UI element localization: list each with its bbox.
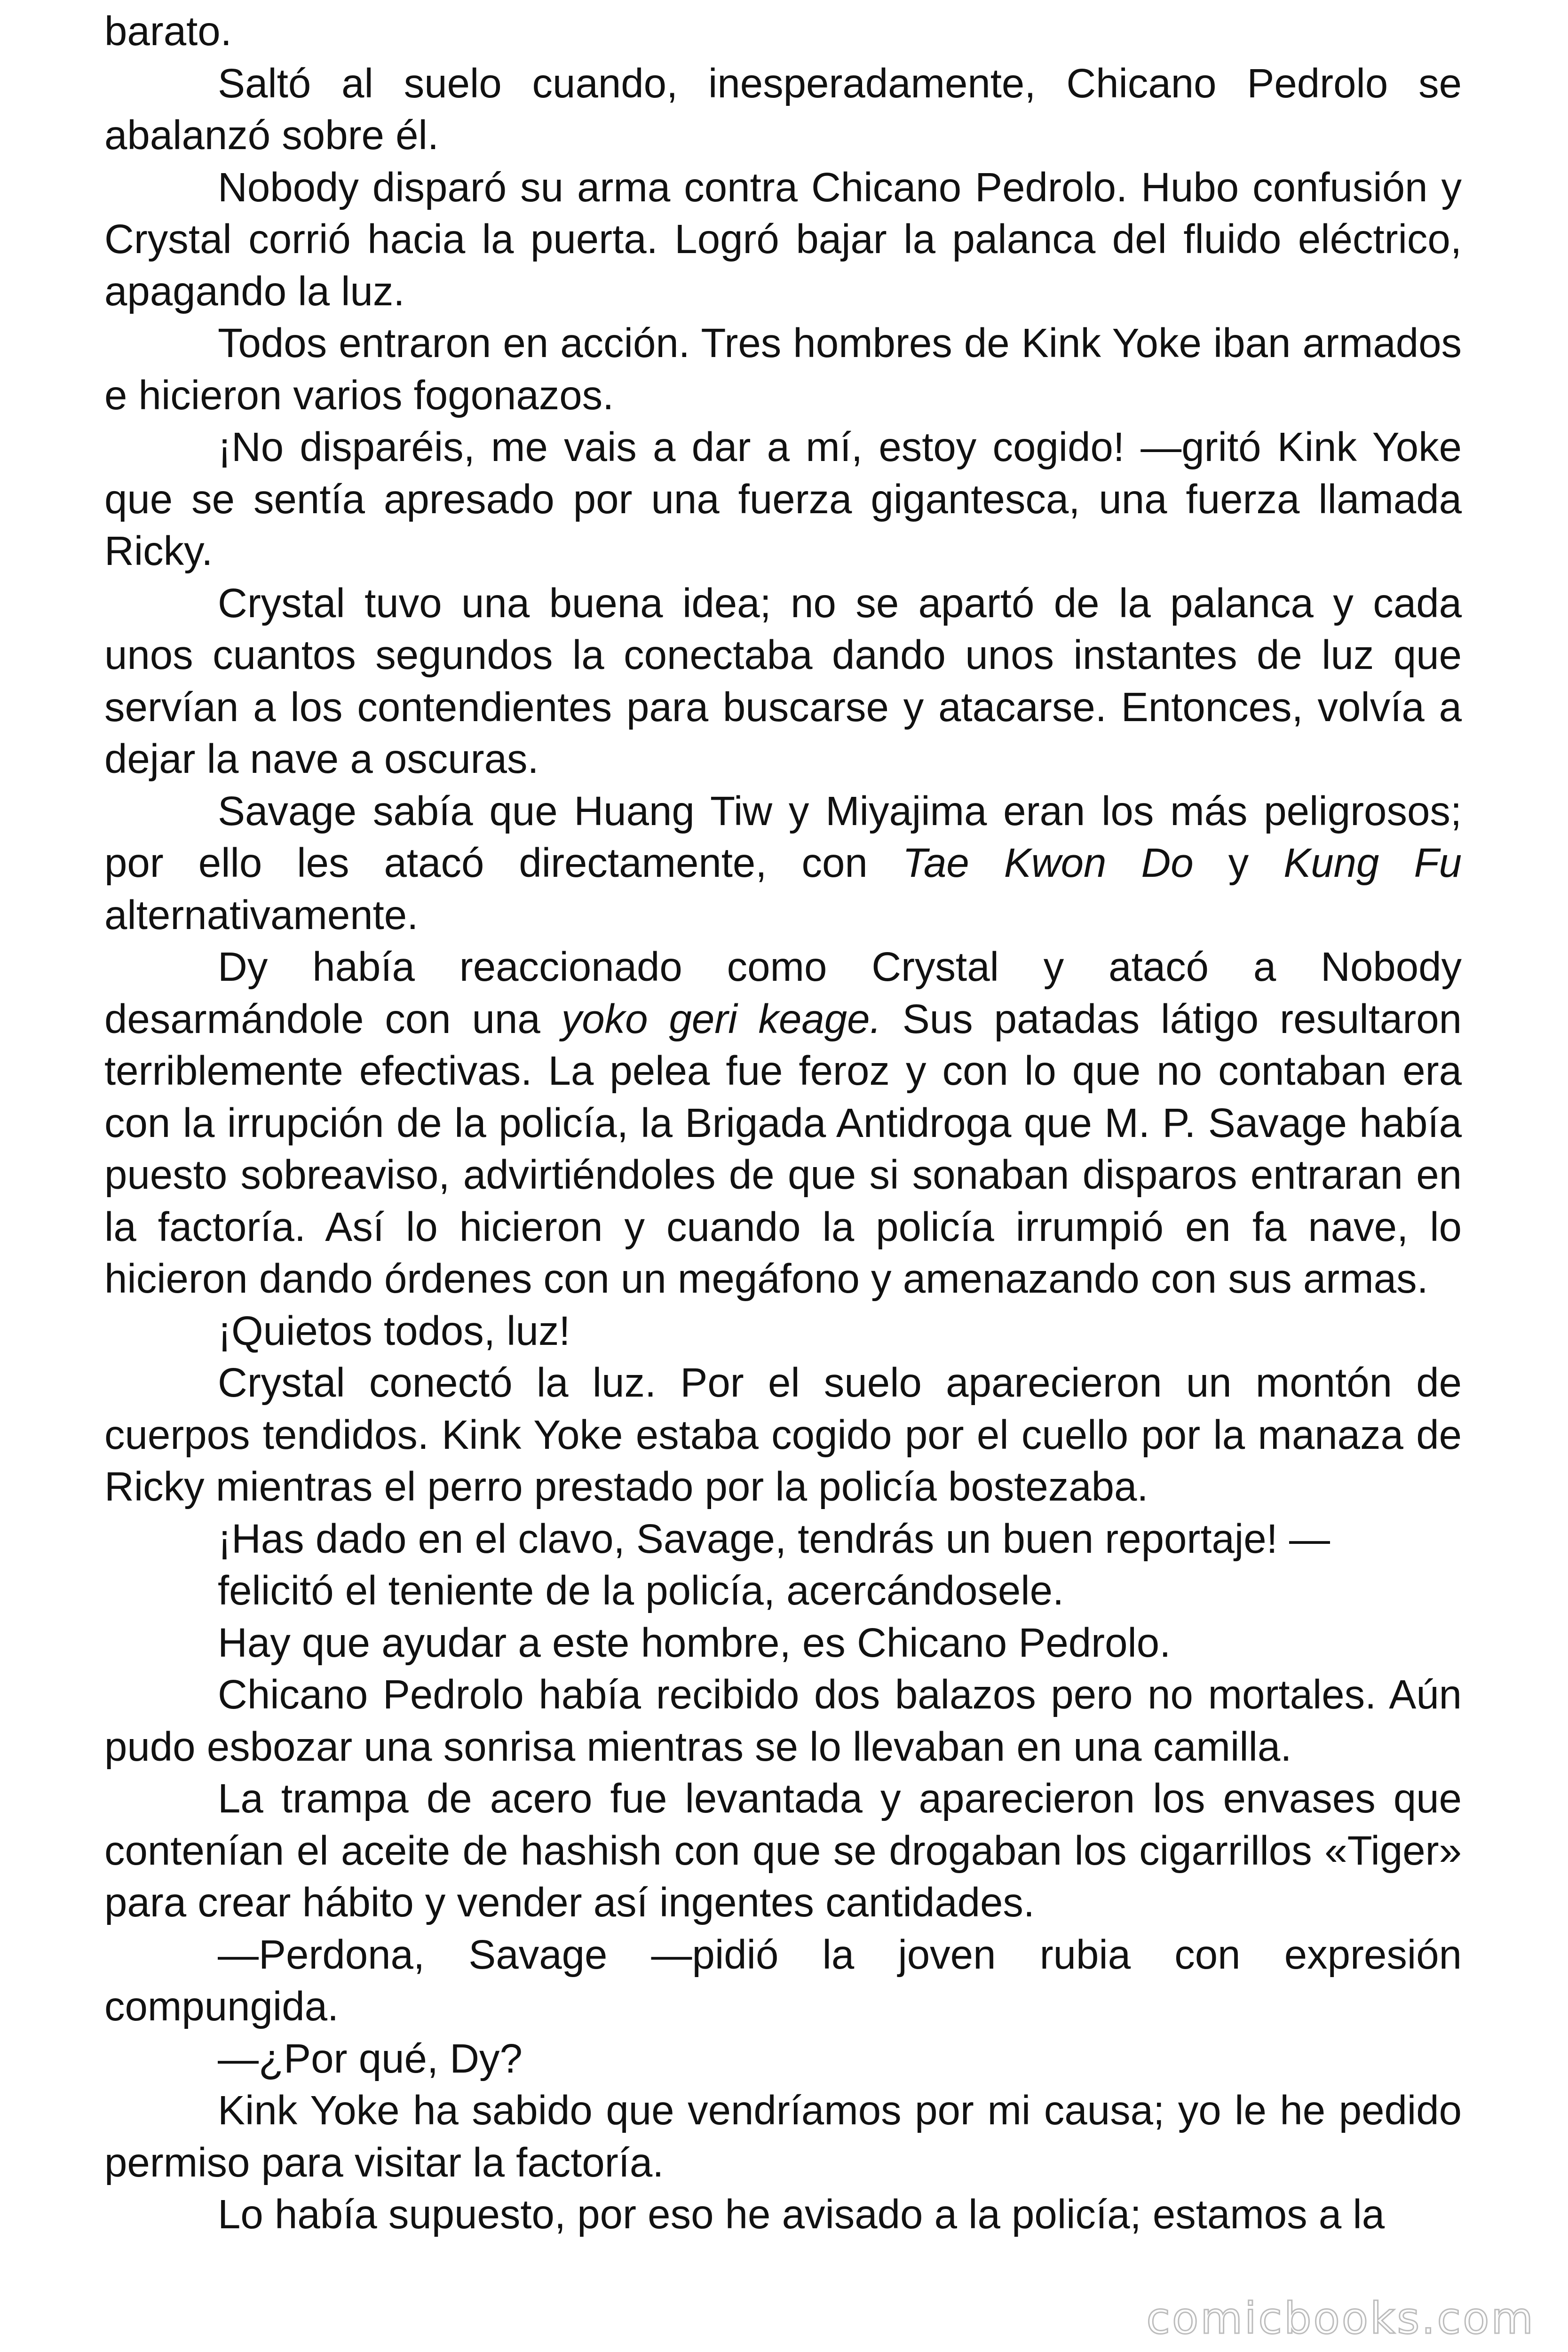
paragraph-continuation: barato. (104, 8, 232, 54)
italic-term: Tae Kwon Do (902, 840, 1194, 886)
paragraph: Todos entraron en acción. Tres hombres de Kink Yoke iban armados e hicieron varios fogonazos. (104, 320, 1462, 418)
italic-term: yoko geri keage. (561, 996, 881, 1042)
paragraph: Crystal tuvo una buena idea; no se apartó de la palanca y cada unos cuantos segundos la conectaba dando unos instantes de luz que servían a los contendientes para buscarse y atacarse. Entonces, volvía a dejar la nave a oscuras. (104, 580, 1462, 782)
paragraph: Chicano Pedrolo había recibido dos balazos pero no mortales. Aún pudo esbozar una sonrisa mientras se lo llevaban en una camilla. (104, 1672, 1462, 1770)
text-run: Dy había reaccionado como Crystal y atacó a Nobody desarmándole con una (104, 944, 1462, 1042)
paragraph: La trampa de acero fue levantada y aparecieron los envases que contenían el aceite de hashish con que se drogaban los cigarrillos «Tiger» para crear hábito y vender así ingentes cantidades. (104, 1776, 1462, 1925)
book-page (104, 0, 1462, 2352)
text-run: alternativamente. (104, 892, 419, 938)
paragraph-dialogue: Lo había supuesto, por eso he avisado a la policía; estamos a la (218, 2192, 1385, 2237)
paragraph: Nobody disparó su arma contra Chicano Pedrolo. Hubo confusión y Crystal corrió hacia la puerta. Logró bajar la palanca del fluido eléctrico, apagando la luz. (104, 164, 1462, 314)
paragraph-dialogue: ¡Quietos todos, luz! (218, 1308, 570, 1354)
text-run: Sus patadas látigo resultaron terriblemente efectivas. La pelea fue feroz y con lo que no contaban era con la irrupción de la policía, la Brigada Antidroga que M. P. Savage había puesto sobreaviso, advirtiéndoles de que si sonaban disparos entraran en la factoría. Así lo hicieron y cuando la policía irrumpió en fa nave, lo hicieron dando órdenes con un megáfono y amenazando con sus armas. (104, 996, 1462, 1302)
paragraph-dialogue: Hay que ayudar a este hombre, es Chicano Pedrolo. (218, 1620, 1171, 1666)
paragraph-martial-arts (104, 786, 1462, 942)
text-run: Savage sabía que Huang Tiw y Miyajima eran los más peligrosos; por ello les atacó directamente, con (104, 788, 1462, 886)
italic-term: Kung Fu (1283, 840, 1462, 886)
text-run: y (1193, 840, 1284, 886)
paragraph-dialogue: Kink Yoke ha sabido que vendríamos por mi causa; yo le he pedido permiso para visitar la factoría. (104, 2088, 1462, 2185)
paragraph-dialogue: —Perdona, Savage —pidió la joven rubia con expresión compungida. (104, 1931, 1462, 2029)
paragraph-dialogue: —¿Por qué, Dy? (218, 2035, 523, 2082)
paragraph-dialogue: ¡Has dado en el clavo, Savage, tendrás un buen reportaje! — (218, 1516, 1330, 1562)
watermark: comicbooks.com (1146, 2293, 1535, 2344)
paragraph-fight (104, 941, 1462, 1305)
paragraph-dialogue: ¡No disparéis, me vais a dar a mí, estoy cogido! —gritó Kink Yoke que se sentía apresado por una fuerza gigantesca, una fuerza llamada Ricky. (104, 424, 1462, 574)
paragraph-dialogue-tag: felicitó el teniente de la policía, acercándosele. (218, 1568, 1064, 1613)
paragraph: Crystal conectó la luz. Por el suelo aparecieron un montón de cuerpos tendidos. Kink Yoke estaba cogido por el cuello por la manaza de Ricky mientras el perro prestado por la policía bostezaba. (104, 1360, 1462, 1510)
paragraph: Saltó al suelo cuando, inesperadamente, Chicano Pedrolo se abalanzó sobre él. (104, 60, 1462, 158)
